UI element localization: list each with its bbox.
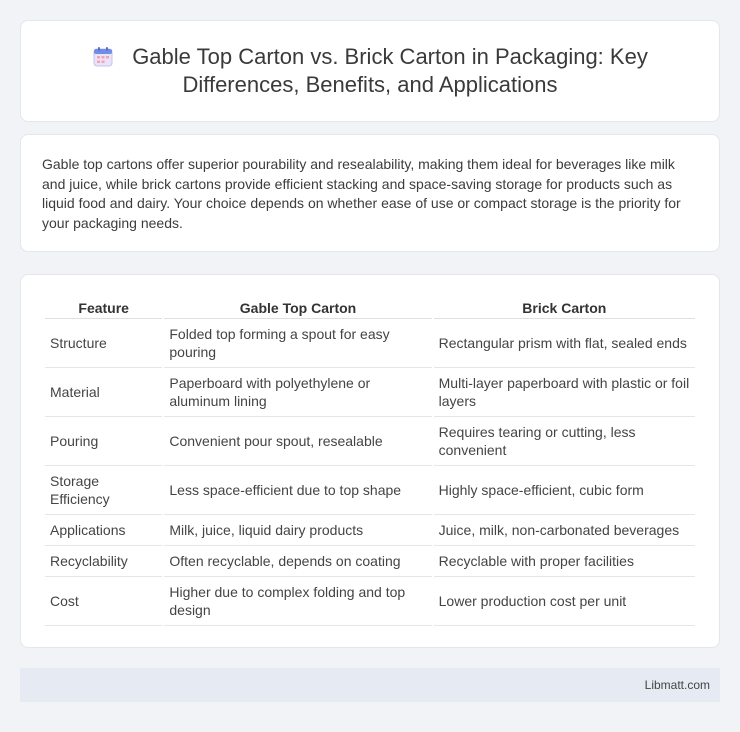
- page-title: [61, 43, 679, 99]
- feature-cell: Pouring: [45, 417, 162, 466]
- comparison-table: [43, 295, 697, 626]
- column-header: Gable Top Carton: [164, 295, 431, 319]
- column-header: Feature: [45, 295, 162, 319]
- table-header-row: [45, 295, 695, 319]
- feature-cell: Applications: [45, 515, 162, 546]
- feature-cell: Recyclability: [45, 546, 162, 577]
- intro-paragraph: Gable top cartons offer superior pourability and resealability, making them ideal for beverages like milk and juice, while brick cartons provide efficient stacking and space-saving storage for products such as liquid food and dairy. Your choice depends on whether ease of use or compact storage is the priority for your packaging needs.: [42, 156, 681, 231]
- footer-brand[interactable]: Libmatt.com: [644, 678, 710, 692]
- brick-cell: Rectangular prism with flat, sealed ends: [434, 319, 695, 368]
- gable-top-cell: Often recyclable, depends on coating: [164, 546, 431, 577]
- table-row: [45, 368, 695, 417]
- brick-cell: Highly space-efficient, cubic form: [434, 466, 695, 515]
- gable-top-cell: Paperboard with polyethylene or aluminum lining: [164, 368, 431, 417]
- brick-cell: Multi-layer paperboard with plastic or foil layers: [434, 368, 695, 417]
- brick-cell: Recyclable with proper facilities: [434, 546, 695, 577]
- calendar-icon: [92, 46, 114, 68]
- feature-cell: Storage Efficiency: [45, 466, 162, 515]
- gable-top-cell: Higher due to complex folding and top design: [164, 577, 431, 626]
- gable-top-cell: Less space-efficient due to top shape: [164, 466, 431, 515]
- column-header: Brick Carton: [434, 295, 695, 319]
- table-row: [45, 546, 695, 577]
- gable-top-cell: Convenient pour spout, resealable: [164, 417, 431, 466]
- brick-cell: Requires tearing or cutting, less convenient: [434, 417, 695, 466]
- comparison-card: [20, 274, 720, 648]
- feature-cell: Structure: [45, 319, 162, 368]
- table-row: [45, 577, 695, 626]
- title-card: [20, 20, 720, 122]
- gable-top-cell: Milk, juice, liquid dairy products: [164, 515, 431, 546]
- feature-cell: Material: [45, 368, 162, 417]
- table-row: [45, 466, 695, 515]
- brick-cell: Juice, milk, non-carbonated beverages: [434, 515, 695, 546]
- feature-cell: Cost: [45, 577, 162, 626]
- page-title-text: Gable Top Carton vs. Brick Carton in Packaging: Key Differences, Benefits, and Applications: [132, 44, 648, 97]
- gable-top-cell: Folded top forming a spout for easy pouring: [164, 319, 431, 368]
- brick-cell: Lower production cost per unit: [434, 577, 695, 626]
- footer-bar: [20, 668, 720, 702]
- table-row: [45, 319, 695, 368]
- table-row: [45, 515, 695, 546]
- intro-card: [20, 134, 720, 252]
- table-row: [45, 417, 695, 466]
